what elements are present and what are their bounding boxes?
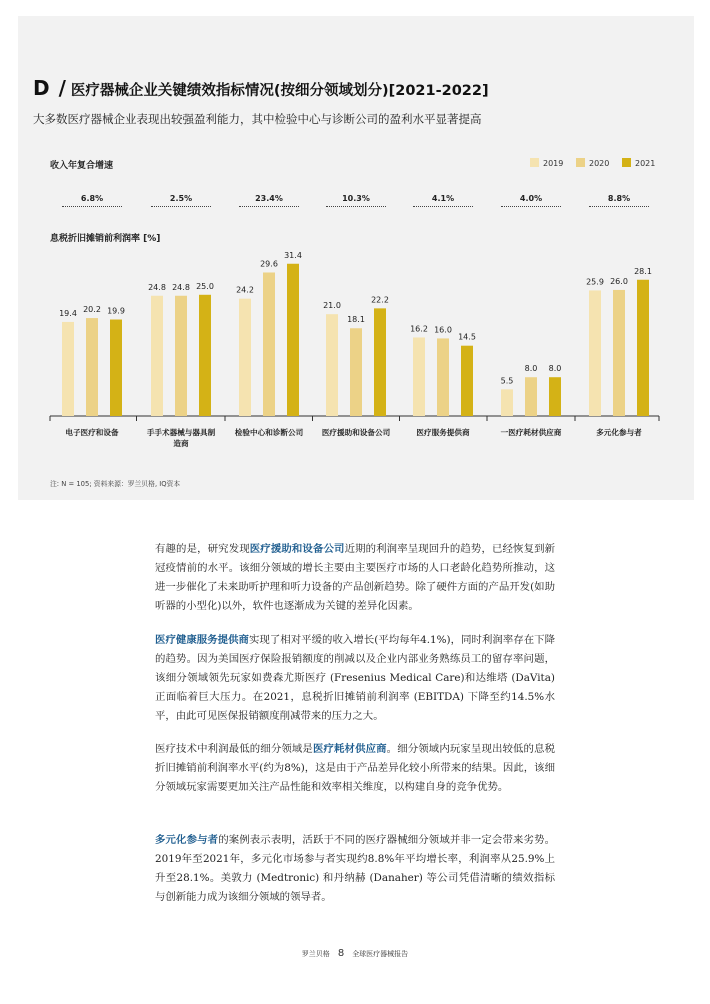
category-label: 医疗服务提供商 [416, 428, 470, 437]
bar-2019-4 [413, 337, 425, 416]
bar-2020-6 [613, 290, 625, 416]
body-paragraph [155, 540, 555, 616]
cagr-value: 10.3% [342, 194, 370, 203]
category-label: 电子医疗和设备 [65, 428, 119, 437]
data-label: 29.6 [260, 259, 278, 269]
data-label: 22.2 [371, 295, 389, 305]
bar-2020-0 [86, 318, 98, 416]
cagr-value: 4.1% [431, 194, 455, 203]
data-label: 8.0 [524, 364, 538, 374]
cagr-value: 2.5% [169, 194, 193, 203]
footer-brand: 罗兰贝格 [301, 950, 330, 958]
highlighted-term: 医疗耗材供应商 [312, 743, 387, 755]
bar-2021-6 [637, 280, 649, 416]
category-label: 检验中心和诊断公司 [234, 428, 304, 437]
legend-label: 2020 [589, 159, 610, 168]
footer-report-title: 全球医疗器械报告 [352, 950, 409, 958]
category-label: 多元化参与者 [596, 428, 642, 437]
data-label: 24.8 [172, 282, 190, 292]
figure-note: 注: N = 105; 资料来源：罗兰贝格, IQ资本 [50, 480, 181, 488]
legend-label: 2021 [635, 159, 656, 168]
body-paragraph [155, 831, 555, 907]
highlighted-term: 多元化参与者 [155, 834, 219, 846]
bar-2019-6 [589, 290, 601, 416]
cagr-section-label: 收入年复合增速 [50, 161, 114, 171]
body-paragraph [155, 631, 555, 726]
figure-title-text: 医疗器械企业关键绩效指标情况(按细分领域划分)[2021-2022] [70, 83, 489, 99]
bar-2021-3 [374, 308, 386, 416]
data-label: 19.4 [59, 308, 77, 318]
data-label: 16.2 [410, 324, 428, 334]
bar-2021-4 [461, 346, 473, 416]
data-label: 8.0 [548, 364, 562, 374]
highlighted-term: 医疗援助和设备公司 [249, 543, 345, 555]
bar-2021-2 [287, 264, 299, 416]
data-label: 26.0 [610, 276, 628, 286]
figure-subtitle: 大多数医疗器械企业表现出较强盈利能力，其中检验中心与诊断公司的盈利水平显著提高 [33, 112, 482, 126]
bar-2020-4 [437, 338, 449, 416]
cagr-value: 23.4% [255, 194, 283, 203]
data-label: 31.4 [284, 250, 302, 260]
data-label: 16.0 [434, 325, 452, 335]
bar-2021-0 [110, 320, 122, 416]
data-label: 20.2 [83, 305, 101, 315]
cagr-value: 6.8% [80, 194, 104, 203]
bar-2020-1 [175, 296, 187, 416]
page-number: 8 [337, 948, 345, 959]
ebitda-section-label: 息税折旧摊销前利润率 [%] [50, 234, 161, 244]
data-label: 25.9 [586, 277, 604, 287]
legend-label: 2019 [543, 159, 564, 168]
paragraph-text: 的案例表示表明，活跃于不同的医疗器械细分领域并非一定会带来劣势。2019年至2021年，多元化市场参与者实现约8.8%年平均增长率，利润率从25.9%上升至28.1%。美敦力 (Medtronic) 和丹纳赫 (Danaher) 等公司凭借清晰的绩效指标与创新能力成为该细分领域的领导者。 [155, 834, 556, 903]
data-label: 28.1 [634, 266, 652, 276]
paragraph-text: 近期的利润率呈现回升的趋势，已经恢复到新冠疫情前的水平。该细分领域的增长主要由主要医疗市场的人口老龄化趋势所推动，这进一步催化了未来助听护理和听力设备的产品创新趋势。除了硬件方面的产品开发(如助听器的小型化)以外，软件也逐渐成为关键的差异化因素。 [155, 543, 556, 612]
bar-2021-1 [199, 295, 211, 416]
bar-2021-5 [549, 377, 561, 416]
data-label: 24.2 [236, 285, 254, 295]
category-label: 手手术器械与器具制 造商 [146, 428, 216, 448]
bar-2020-2 [263, 272, 275, 416]
bar-2020-3 [350, 328, 362, 416]
data-label: 5.5 [500, 376, 514, 386]
data-label: 25.0 [196, 281, 214, 291]
paragraph-text: 实现了相对平缓的收入增长(平均每年4.1%)，同时利润率存在下降的趋势。因为美国医疗保险报销额度的削减以及企业内部业务熟练员工的留存率问题，该细分领域领先玩家如费森尤斯医疗 (Fresenius Medical Care)和达维塔 (DaVita) 正面临着巨大压力。在2021，息税折旧摊销前利润率 (EBITDA) 下降至约14.5%水平，由此可见医保报销额度削减带来的压力之大。 [155, 634, 555, 722]
figure-letter: D / [33, 76, 67, 100]
paragraph-text: 。细分领域内玩家呈现出较低的息税折旧摊销前利润率水平(约为8%)，这是由于产品差异化较小所带来的结果。因此，该细分领域玩家需要更加关注产品性能和效率相关维度，以构建自身的竞争优势。 [155, 743, 556, 793]
page-footer [0, 948, 710, 959]
data-label: 24.8 [148, 282, 166, 292]
cagr-value: 8.8% [607, 194, 631, 203]
bar-chart [0, 0, 710, 500]
paragraph-text: 医疗技术中利润最低的细分领域是 [155, 743, 313, 755]
bar-2019-2 [239, 299, 251, 416]
data-label: 14.5 [458, 332, 476, 342]
data-label: 18.1 [347, 315, 365, 325]
data-label: 19.9 [107, 306, 125, 316]
bar-2019-5 [501, 389, 513, 416]
highlighted-term: 医疗健康服务提供商 [155, 634, 249, 646]
category-label: 医疗援助和设备公司 [321, 428, 391, 437]
paragraph-text: 有趣的是，研究发现 [155, 543, 250, 555]
cagr-value: 4.0% [519, 194, 543, 203]
data-label: 21.0 [323, 301, 341, 311]
bar-2020-5 [525, 377, 537, 416]
bar-2019-3 [326, 314, 338, 416]
body-paragraph [155, 740, 555, 797]
bar-2019-0 [62, 322, 74, 416]
category-label: 一医疗耗材供应商 [500, 428, 562, 437]
bar-2019-1 [151, 296, 163, 416]
